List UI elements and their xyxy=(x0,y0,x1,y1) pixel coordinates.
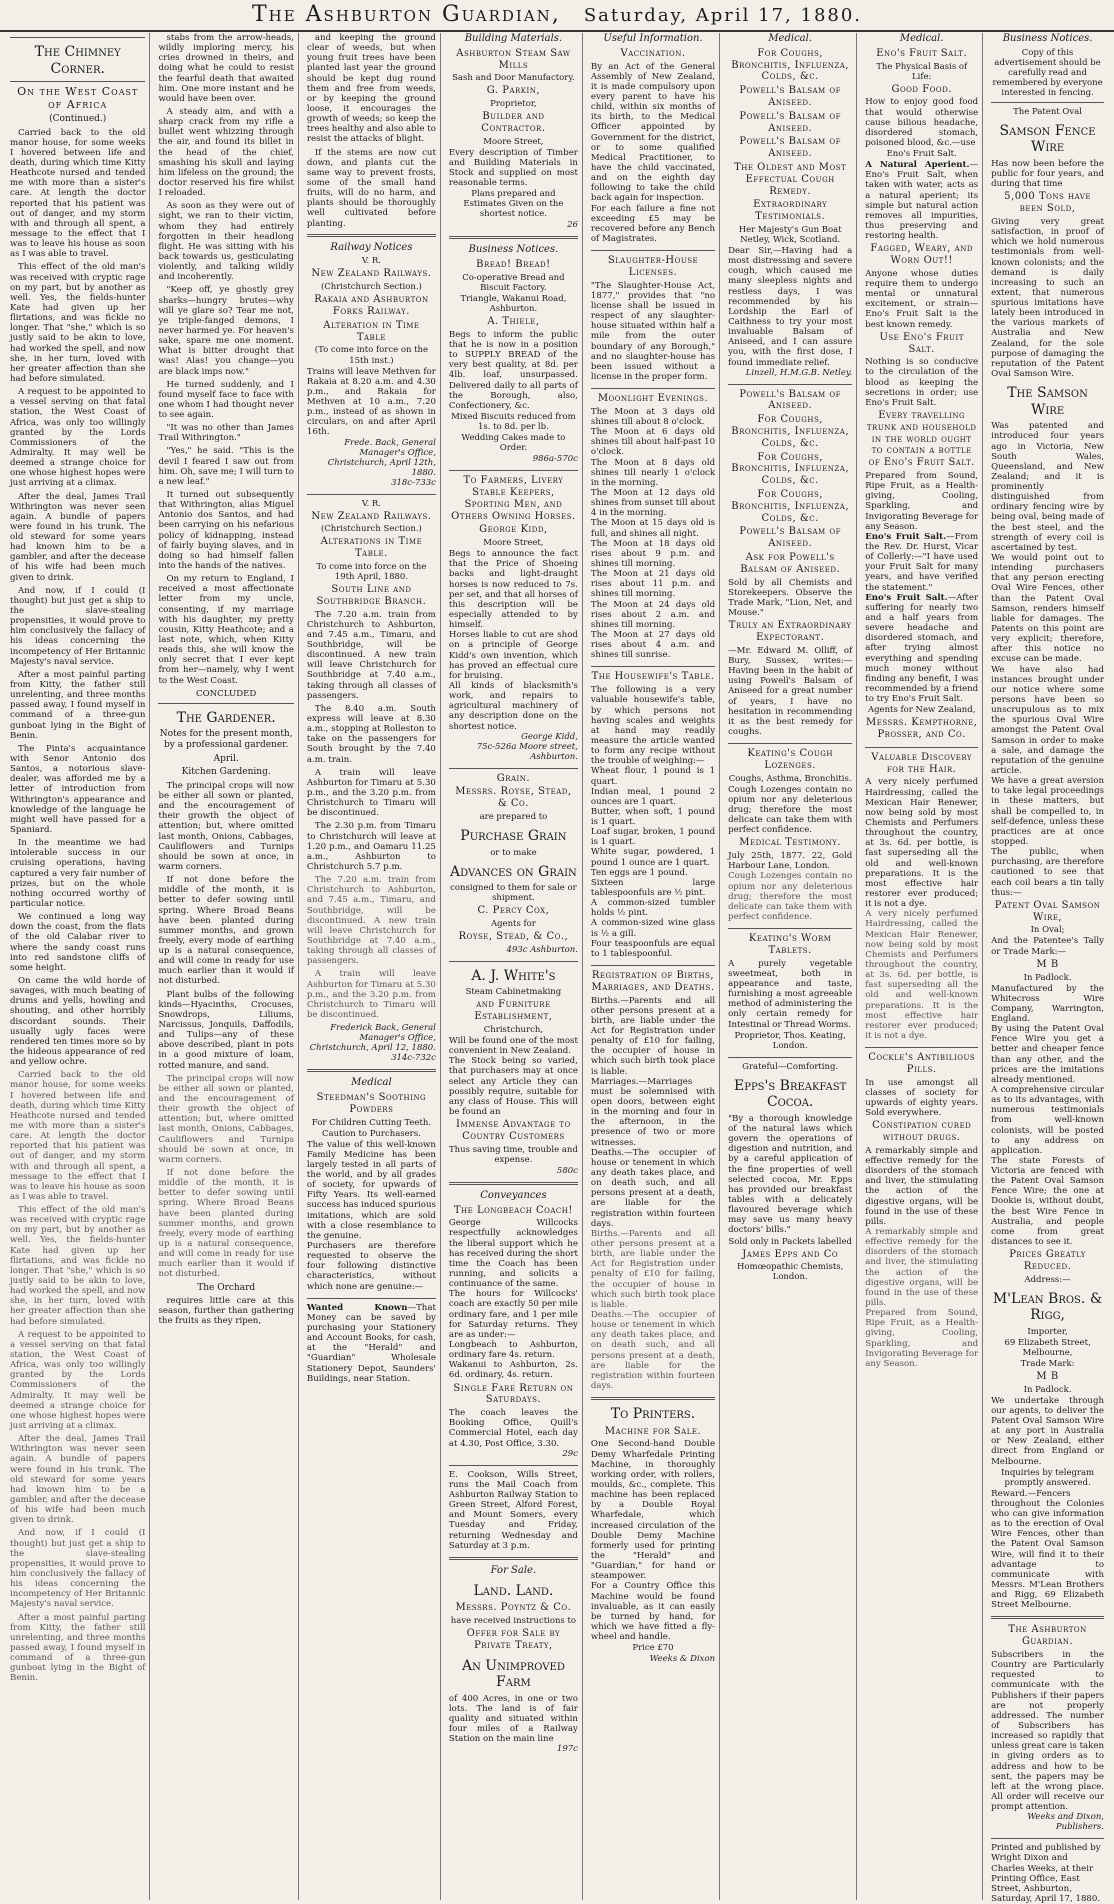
garden-paragraph: The principal crops will now be either all sown or planted, and the encouragement of their growth the object of attention; but, where omitted last month, Onions, Cabbages, Cauliflowers and Turnips should be sown at once, in warm corners. xyxy=(158,780,294,872)
story-paragraph: After the deal, James Trail Withrington was never seen again. A bundle of papers were found in his trunk. The old steward for some years had known him to be a gambler, and after the decease of his wife had been much given to drink. xyxy=(10,1434,146,1526)
column-header: Medical. xyxy=(768,33,813,44)
subsection-title: Kitchen Gardening. xyxy=(181,767,271,778)
garden-paragraph: If not done before the middle of the month, it is better to defer sowing until spring. Where Broad Beans have been planted during summer months, and grown freely, every mode of earthing up is a natural consequence, and will come in ready for use much earlier than it would if not disturbed. xyxy=(158,875,294,987)
column-useful-info xyxy=(587,33,720,1900)
furniture-ad: A. J. White's Steam Cabinetmaking and Furniture Establishment, Christchurch, Will be found one of the most convenient in New Zealand. The Stock being so varied, that purchasers may at once select any Article they can possibly require, suitable for any class of House. This will be found an Immense Advantage to Country Customers Thus saving time, trouble and expense. 580c xyxy=(448,967,578,1176)
column-chimney-corner xyxy=(6,33,150,1900)
story-paragraph: On came the wild horde of savages, with much beating of drums and yells, howling and shouting, and other horribly discordant sounds. Their usually ugly faces were rendered ten times more so by the hideous appearance of red and yellow ochre. xyxy=(10,975,146,1068)
story-paragraph: "Keep off, ye ghostly grey sharks—hungry brutes—why will ye glare so? Tear me not, ye triple-fanged demons, I never harmed ye. For heaven's sake, spare me one moment. What is bitter drought that was! Alas! you change—you are black imps now." xyxy=(158,285,294,377)
epps-cocoa-ad: Grateful—Comforting. Epps's Breakfast Cocoa. "By a thorough knowledge of the natural laws which govern the operations of digestion and nutrition, and by a careful application of the fine properties of well selected cocoa, Mr. Epps has provided our breakfast tables with a delicately flavoured beverage which may save us many heavy doctors' bills." Sold only in Packets labelled James Epps and Co Homœopathic Chemists, London. xyxy=(728,1061,853,1283)
section-header: Railway Notices xyxy=(330,241,413,253)
story-paragraph: Carried back to the old manor house, for some weeks I hovered between life and death, during which time Kitty Heathcote nursed and tended me with more than a sister's care. At length the doctor reported that his patient was out of danger, and my storm with and through all spent, a message to the effect that I was to leave his house as soon as I was able to travel. xyxy=(10,1070,146,1202)
garden-paragraph: If not done before the middle of the month, it is better to defer sowing until spring. Where Broad Beans have been planted during summer months, and grown freely, every mode of earthing up is a natural consequence, and will come in ready for use much earlier than it would if not disturbed. xyxy=(158,1168,294,1280)
section-subtitle: Notes for the present month, by a professional gardener. xyxy=(159,729,293,750)
story-paragraph: In the meantime we had intolerable success in our cruising operations, having captured a very fair number of prizes, but on the whole nothing occurred worthy of particular notice. xyxy=(10,838,146,909)
story-paragraph: A request to be appointed to a vessel serving on that fatal station, the West Coast of Africa, was only too willingly granted by the Lords Commissioners of the Admiralty. It may well be deemed a strange choice for one whose highest hopes were just arriving at a climax. xyxy=(10,1329,146,1432)
keating-lozenges-ad: Keating's Cough Lozenges. Coughs, Asthma, Bronchitis. Cough Lozenges contain no opium nor any deleterious drug; therefore the most delicate can take them with perfect confidence. Medical Testimony. July 25th, 1877. 22, Gold Harbour Lane, London. Cough Lozenges contain no opium nor any deleterious drug; therefore the most delicate can take them with perfect confidence. xyxy=(728,748,853,923)
column-building xyxy=(445,33,583,1900)
bread-ad: Bread! Bread! Co-operative Bread and Biscuit Factory. Triangle, Wakanui Road, Ashburton. A. Thiele, Begs to inform the public that he is now in a position to SUPPLY BREAD of the very best quality, at 8d. per 4lb. loaf, unsurpassed. Delivered daily to all parts of the Borough, also, Confectionery, &c. Mixed Biscuits reduced from 1s. to 8d. per lb. Wedding Cakes made to Order. 986a-570c xyxy=(448,259,578,465)
imprint: Printed and published by Wright Dixon and Charles Weeks, at their Printing Office, East Street, Ashburton, Saturday, April 17, 1880. xyxy=(991,1843,1101,1904)
balsam-ad: For Coughs, Bronchitis, Influenza, Colds, &c. Powell's Balsam of Aniseed. Powell's Balsam of Aniseed. Powell's Balsam of Aniseed. The Oldest and Most Effectual Cough Remedy. Extraordinary Testimonials. Her Majesty's Gun Boat Netley, Wick, Scotland. Dear Sir,—Having had a most distressing and severe cough, which caused me many sleepless nights and restless days, I was recommended by his Lordship the Earl of Caithness to try your most invaluable Balsam of Aniseed, and I can assure you, with the first dose, I found immediate relief. Linzell, H.M.G.B. Netley. xyxy=(728,47,853,378)
section-title: The Chimney Corner. xyxy=(34,44,121,77)
story-paragraph: The Pinta's acquaintance with Senor Antonio dos Santos, a notorious slave-dealer, was afforded me by a letter of introduction from Withrington's appearance and knowledge of the language he might well have passed for a Spaniard. xyxy=(10,743,146,835)
subsection-title: The Orchard xyxy=(197,1282,256,1293)
story-paragraph: On my return to England, I received a most affectionate letter from my uncle, consenting, if my marriage with his daughter, my pretty cousin, Kitty Heathcote; and a last note, which, when Kitty reads this, she will know the only secret that I ever kept from her—namely, why I went to the West Coast. xyxy=(158,574,294,686)
samson-wire-ad: Copy of this advertisement should be carefully read and remembered by everyone interested in fencing. The Patent Oval Samson Fence Wire Has now been before the public for four years, and during that time 5,000 Tons have been Sold, Giving very great satisfaction, in proof of which we hold numerous testimonials from well-known colonists; and the demand is daily increasing to such an extent, that numerous spurious imitations have lately been introduced in the various markets of Australia and New Zealand, for the sole purpose of damaging the reputation of the Patent Oval Samson Wire. The Samson Wire Was patented and introduced four years ago in Victoria, New South Wales, Queensland, and New Zealand; and it is prominently distinguished from ordinary fencing wire by being oval, being made of the best steel, and the strength of every coil is ascertained by test. We would point out to intending purchasers that any person erecting Oval Wire Fences, other than the Patent Oval Samson, renders himself liable for damages. The Patents on this point are very explicit; therefore, after this notice no excuse can be made. We have also had instances brought under our notice where some persons have been so unscrupulous as to mix the spurious Oval Wire amongst the Patent Oval Samson in order to make a sale, and damage the reputation of the genuine article. We have a great aversion to take legal proceedings in these matters, but shall be compelled to, in self-defence, unless these practices are at once stopped. The public, when purchasing, are therefore cautioned to see that each coil bears a tin tally thus:— Patent Oval Samson Wire, In Oval; And the Patentee's Tally or Trade Mark:— M B In Padlock. Manufactured by the Whitecross Wire Company, Warrington, England. By using the Patent Oval Fence Wire you get a better and cheaper fence than any other, and the prices are the imitations already mentioned. A comprehensive circular as to its advantages, with numerous testimonials from well-known colonists, will be posted to any address on application. The state Forests of Victoria are fenced with the Patent Oval Samson Fence Wire; the one at Dookie is, without doubt, the best Wire Fence in Australia, and people come from great distances to see it. Prices Greatly Reduced. Address:— M'Lean Bros. & Rigg, Importer, 69 Elizabeth Street, Melbourne, Trade Mark: M B In Padlock. We undertake through our agents, to deliver the Patent Oval Samson Wire at any port in Australia or New Zealand, either direct from England or Melbourne. Inquiries by telegram promptly answered. Reward.—Fencers throughout the Colonies who can give information as to the erection of Oval Wire Fences, other than the Patent Oval Samson Wire, will find it to their advantage to communicate with Messrs. M'Lean Brothers and Rigg, 69 Elizabeth Street Melbourne. xyxy=(991,47,1104,1611)
continued-label: (Continued.) xyxy=(49,113,107,124)
masthead: The Ashburton Guardian, Saturday, April 17, 1880. xyxy=(0,0,1114,32)
story-title: On the West Coast of Africa xyxy=(17,85,139,111)
story-paragraph: After a most painful parting from Kitty, the father still unrelenting, and three months passed away, I found myself in command of a three-gun gunboat lying in the Bight of Benin. xyxy=(10,669,146,741)
story-paragraph: This effect of the old man's was received with cryptic rage on my part, but by another as well. Yes, the fields-hunter Kate had given up her flirtations, and was fickle no longer. That "she," which is so justly said to be akin to love, had worked the spell, and now she, in her turn, loved with her greater affection than she had before simulated. xyxy=(10,262,146,384)
garden-paragraph: If the stems are now cut down, and plants cut the same way to prevent frosts, some of the small hand fruits, will do no harm, and plants should be thoroughly well cultivated before planting. xyxy=(306,147,436,229)
section-header: For Sale. xyxy=(490,1564,537,1576)
mail-coach-ad: E. Cookson, Wills Street, runs the Mail Coach from Ashburton Railway Station to Green Street, Alford Forest, and Mount Somers, every Tuesday and Friday, returning Wednesday and Saturday at 3 p.m. xyxy=(448,1469,578,1551)
farrier-ad: To Farmers, Livery Stable Keepers, Sporting Men, and Others Owning Horses. George Kidd, Moore Street, Begs to announce the fact that the Price of Shoeing backs and light-draught horses is now reduced to 7s. per set, and that all horses of this description will be especially attended to by himself. Horses liable to cut are shod on a principle of George Kidd's own invention, which has proved an effectual cure for bruising. All kinds of blacksmith's work, and repairs to agricultural machinery of any description done on the shortest notice. George Kidd, 75c-526a Moore street, Ashburton. xyxy=(448,475,578,762)
registration-notice: Registration of Births, Marriages, and Deaths. Births.—Parents and all other persons present at a birth, are liable under the Act for Registration under penalty of £10 for failing, the occupier of house in which such birth took place is liable. Marriages.—Marriages must be solemnised with open doors, between eight in the morning and four in the afternoon, in the presence of two or more witnesses. Deaths.—The occupier of house or tenement in which any death takes place, and on death such, and all persons present at a death, are liable for the registration within fourteen days. Births.—Parents and all other persons present at a birth, are liable under the Act for Registration under penalty of £10 for failing, the occupier of house in which such birth took place is liable. Deaths.—The occupier of house or tenement in which any death takes place, and on death such, and all persons present at a death, are liable for the registration within fourteen days. xyxy=(590,970,716,1391)
coach-ad: The Longbeach Coach! George Willcocks respectfully acknowledges the liberal support which he has received during the short time the Coach has been running, and solicits a continuance of the same. The hours for Willcocks' coach are exactly 50 per mile ordinary fare, and 1 per mile for Saturday returns. They are as under:— Longbeach to Ashburton, ordinary fare 4s. return. Wakanui to Ashburton, 2s. 6d. ordinary, 4s. return. Single Fare Return on Saturdays. The coach leaves the Booking Office, Quill's Commercial Hotel, each day at 4.30, Post Office, 3.30. 29c xyxy=(448,1204,578,1459)
story-paragraph: This effect of the old man's was received with cryptic rage on my part, but by another as well. Yes, the fields-hunter Kate had given up her flirtations, and was fickle no longer. That "she," which is so justly said to be akin to love, had worked the spell, and now she, in her turn, loved with her greater affection than she had before simulated. xyxy=(10,1205,146,1327)
story-paragraph: "It was no other than James Trail Withrington." xyxy=(158,423,294,444)
garden-paragraph: requires little care at this season, further than gathering the fruits as they ripen, xyxy=(158,1296,294,1327)
month-label: April. xyxy=(213,753,239,764)
railway-notice: V. R. New Zealand Railways. (Christchurch Section.) Alterations in Time Table. To come into force on the 19th April, 1880. South Line and Southbridge Branch. The 7.20 a.m. train from Christchurch to Ashburton, and 7.45 a.m., Timaru, and Southbridge, will be discontinued. A new train will leave Christchurch for Southbridge at 7.40 a.m., taking through all classes of passengers. The 8.40 a.m. South express will leave at 8.30 a.m., stopping at Rolleston to take on the passengers for South brought by the 7.40 a.m. train. A train will leave Ashburton for Timaru at 5.30 p.m., and the 3.20 p.m. from Christchurch to Timaru will be discontinued. The 2.30 p.m. from Timaru to Christchurch will leave at 1.20 p.m., and Oamaru 11.25 a.m., Ashburton to Christchurch 5.7 p.m. The 7.20 a.m. train from Christchurch to Ashburton, and 7.45 a.m., Timaru, and Southbridge, will be discontinued. A new train will leave Christchurch for Southbridge at 7.40 a.m., taking through all classes of passengers. A train will leave Ashburton for Timaru at 5.30 p.m., and the 3.20 p.m. from Christchurch to Timaru will be discontinued. Frederick Back, General Manager's Office, Christchurch, April 12, 1880. 314c-732c xyxy=(306,498,436,1064)
grain-ad: Grain. Messrs. Royse, Stead, & Co. are prepared to Purchase Grain or to make Advances on Grain consigned to them for sale or shipment. C. Percy Cox, Agents for Royse, Stead, & Co., 493c Ashburton. xyxy=(450,772,578,955)
column-story-continued xyxy=(154,33,298,1900)
wanted-ad: Wanted Known—That Money can be saved by purchasing your Stationery and Account Books, for cash, at the "Herald" and "Guardian" Wholesale Stationery Depot, Saunders' Buildings, near Station. xyxy=(306,1302,436,1384)
story-paragraph: And now, if I could (I thought) but just get a ship to the slave-stealing propensities, it would prove to him conclusively the fallacy of his ideas concerning the incompetency of Her Britannic Majesty's naval service. xyxy=(10,1528,146,1610)
column-business-notices xyxy=(987,33,1108,1904)
eno-ad: Eno's Fruit Salt. The Physical Basis of Life: Good Food. How to enjoy good food that would otherwise cause bilious headache, disordered stomach, poisoned blood, &c.—use Eno's Fruit Salt. A Natural Aperient.—Eno's Fruit Salt, when taken with water, acts as a natural aperient; its simple but natural action removes all impurities, thus preserving and restoring health. Fagged, Weary, and Worn Out!! Anyone whose duties require them to undergo mental or unnatural excitement, or strain—Eno's Fruit Salt is the best known remedy. Use Eno's Fruit Salt. Nothing is so conducive to the circulation of the blood as keeping the secretions in order; use Eno's Fruit Salt. Every travelling trunk and household in the world ought to contain a bottle of Eno's Fruit Salt. Prepared from Sound, Ripe Fruit, as a Health-giving, Cooling, Sparkling, and Invigorating Beverage for any Season. Eno's Fruit Salt.—From the Rev. Dr. Hurst, Vicar of Collerly:—"I have used your Fruit Salt for many years, and have verified the statement." Eno's Fruit Salt.—After suffering for nearly two and a half years from severe headache and disordered stomach, and after trying almost everything and spending much money without finding any benefit, I was recommended by a friend to try Eno's Fruit Salt. Agents for New Zealand, Messrs. Kempthorne, Prosser, and Co. xyxy=(865,47,979,741)
story-paragraph: We continued a long way down the coast, from the flats of the old Calabar river to where the sandy coast runs into red sandstone cliffs of some height. xyxy=(10,912,146,973)
story-paragraph: "Yes," he said. "This is the devil I feared I saw out from him. Oh, save me; I will turn to a new leaf." xyxy=(158,446,294,487)
story-paragraph: After the deal, James Trail Withrington was never seen again. A bundle of papers were found in his trunk. The old steward for some years had known him to be a gambler, and after the decease of his wife had been much given to drink. xyxy=(10,491,146,583)
land-ad: Land. Land. Messrs. Poyntz & Co. have received instructions to Offer for Sale by Private Treaty, An Unimproved Farm of 400 Acres, in one or two lots. The land is of fair quality and situated within four miles of a Railway Station on the main line 197c xyxy=(448,1582,578,1755)
story-paragraph: And now, if I could (I thought) but just get a ship to the slave-stealing propensities, it would prove to him conclusively the fallacy of his ideas concerning the incompetency of Her Britannic Majesty's naval service. xyxy=(10,585,146,667)
column-medical-1 xyxy=(724,33,857,1900)
column-medical-2 xyxy=(861,33,983,1900)
steedman-ad: Steedman's Soothing Powders For Children Cutting Teeth. Caution to Purchasers. The value of this well-known Family Medicine has been largely tested in all parts of the world, and by all grades of society, for upwards of Fifty Years. Its well-earned success has induced spurious imitations, which are sold with a close resemblance to the genuine. Purchasers are therefore requested to observe the four following distinctive characteristics, without which none are genuine:— xyxy=(306,1091,436,1292)
hair-renewer-ad: Valuable Discovery for the Hair. A very nicely perfumed Hairdressing, called the Mexican Hair Renewer, now being sold by most Chemists and Perfumers throughout the country, at 3s. 6d. per bottle, is fast superseding all the old and well-known preparations. It is the most effective hair restorer ever produced; it is not a dye. A very nicely perfumed Hairdressing, called the Mexican Hair Renewer, now being sold by most Chemists and Perfumers throughout the country, at 3s. 6d. per bottle, is fast superseding all the old and well-known preparations. It is the most effective hair restorer ever produced; it is not a dye. xyxy=(865,751,979,1041)
column-railway xyxy=(303,33,441,1900)
housewife-table: The Housewife's Table. The following is a very valuable housewife's table, by which persons not having scales and weights at hand may readily measure the article wanted to form any recipe without the trouble of weighing:— Wheat flour, 1 pound is 1 quart. Indian meal, 1 pound 2 ounces are 1 quart. Butter, when soft, 1 pound is 1 quart. Loaf sugar, broken, 1 pound is 1 quart. White sugar, powdered, 1 pound 1 ounce are 1 quart. Ten eggs are 1 pound. Sixteen large tablespoonfuls are ½ pint. A common-sized tumbler holds ½ pint. A common-sized wine glass is ½ a gill. Four teaspoonfuls are equal to 1 tablespoonful. xyxy=(590,671,716,959)
page-columns xyxy=(6,33,1108,1904)
cockle-pills-ad: Cockle's Antibilious Pills. In use amongst all classes of society for upwards of eighty years. Sold everywhere. Constipation cured without drugs. A remarkably simple and effective remedy for the disorders of the stomach and liver, the stimulating the action of the digestive organs, will be found in the use of these pills. A remarkably simple and effective remedy for the disorders of the stomach and liver, the stimulating the action of the digestive organs, will be found in the use of these pills. Prepared from Sound, Ripe Fruit, as a Health-giving, Cooling, Sparkling, and Invigorating Beverage for any Season. xyxy=(865,1052,979,1369)
subscribers-notice: The Ashburton Guardian. Subscribers in the Country are Particularly requested to communicate with the Publishers if their papers are not properly addressed. The number of Subscribers has increased so rapidly that unless great care is taken in giving orders as to address and how to be sent, the papers may be left at the wrong place. All order will receive our prompt attention. Weeks and Dixon, Publishers. xyxy=(991,1624,1104,1833)
story-paragraph: A request to be appointed to a vessel serving on that fatal station, the West Coast of Africa, was only too willingly granted by the Lords Commissioners of the Admiralty. It may well be deemed a strange choice for one whose highest hopes were just arriving at a climax. xyxy=(10,387,146,489)
story-paragraph: stabs from the arrow-heads, wildly imploring mercy, his cries drowned in theirs, and doing what he could to resist the fearful death that awaited him. One more instant and he would have been over. xyxy=(158,33,294,104)
story-paragraph: He turned suddenly, and I found myself face to face with one whom I had thought never to see again. xyxy=(158,379,294,421)
section-header: Conveyances xyxy=(480,1189,547,1201)
slaughter-notice: Slaughter-House Licenses. "The Slaughter-House Act, 1877," provides that "no license shall be issued in respect of any slaughter-house situated within half a mile from the outer boundary of any Borough," and no slaughter-house has been issued without a license in the proper form. xyxy=(590,255,716,382)
vaccination-notice: Vaccination. By an Act of the General Assembly of New Zealand, it is made compulsory upon every parent to have his child, within six months of its birth, to the Medical Officer appointed by Government for the district, or to some qualified Medical Practitioner, to have the child vaccinated, and on the eighth day following to take the child back again for inspection. For each failure a fine not exceeding £5 may be recovered before any Bench of Magistrates. xyxy=(590,47,716,244)
issue-date: Saturday, April 17, 1880. xyxy=(583,5,863,26)
section-title: The Gardener. xyxy=(176,709,276,726)
garden-paragraph: The principal crops will now be either all sown or planted, and the encouragement of their growth the object of attention; but, where omitted last month, Onions, Cabbages, Cauliflowers and Turnips should be sown at once, in warm corners. xyxy=(158,1073,294,1165)
story-paragraph: As soon as they were out of sight, we ran to their victim, whom they had entirely forgotten in their headlong flight. He was sitting with his back towards us, gesticulating violently, and talking wildly and incoherently. xyxy=(158,201,294,283)
balsam-ad: Powell's Balsam of Aniseed. For Coughs, Bronchitis, Influenza, Colds, &c. For Coughs, Bronchitis, Influenza, Colds, &c. For Coughs, Bronchitis, Influenza, Colds, &c. Powell's Balsam of Aniseed. Ask for Powell's Balsam of Aniseed. Sold by all Chemists and Storekeepers. Observe the Trade Mark, "Lion, Net, and Mouse." Truly an Extraordinary Expectorant. —Mr. Edward M. Olliff, of Bury, Sussex, writes:—Having been in the habit of using Powell's Balsam of Aniseed for a great number of years, I have no hesitation in recommending it as the best remedy for coughs. xyxy=(728,388,853,737)
story-paragraph: It turned out subsequently that Withrington, alias Miguel Antonio dos Santos, and had been carrying on his nefarious policy of kidnapping, instead of fairly buying slaves, and in doing so had himself fallen into the hands of the natives. xyxy=(158,490,294,572)
sawmill-ad: Ashburton Steam Saw Mills Sash and Door Manufactory. G. Parkin, Proprietor, Builder and Contractor. Moore Street, Every description of Timber and Building Materials in Stock and supplied on most reasonable terms. Plans prepared and Estimates Given on the shortest notice. 26 xyxy=(448,47,578,231)
railway-notice: V. R. New Zealand Railways. (Christchurch Section.) Rakaia and Ashburton Forks Railway. Alteration in Time Table (To come into force on the 15th inst.) Trains will leave Methven for Rakaia at 8.20 a.m. and 4.30 p.m., and Rakaia for Methven at 10 a.m., 7.20 p.m., instead of as shown in circulars, on and after April 16th. Frede. Back, General Manager's Office, Christchurch, April 12th, 1880. 318c-733c xyxy=(306,256,436,488)
moonlight-table: Moonlight Evenings. The Moon at 3 days old shines till about 8 o'clock. The Moon at 6 days old shines till about half-past 10 o'clock. The Moon at 8 days old shines till nearly 1 o'clock in the morning. The Moon at 12 days old shines from sunset till about 4 in the morning. The Moon at 15 days old is full, and shines all night. The Moon at 18 days old rises about 9 p.m. and shines till morning. The Moon at 21 days old rises about 11 p.m. and shines till morning. The Moon at 24 days old rises about 2 a.m. and shines till morning. The Moon at 27 days old rises about 4 a.m. and shines till sunrise. xyxy=(590,393,716,661)
machine-sale-ad: To Printers. Machine for Sale. One Second-hand Double Demy Wharfedale Printing Machine, in thoroughly working order, with rollers, moulds, &c., complete. This machine has been replaced by a Double Royal Wharfedale, which increased circulation of the Double Demy Machine formerly used for printing the "Herald" and "Guardian," for hand or steampower. For a Country Office this Machine would be found invaluable, as it can easily be turned by hand, for which we have fitted a fly-wheel and handle. Price £70 Weeks & Dixon xyxy=(590,1406,716,1665)
story-paragraph: After a most painful parting from Kitty, the father still unrelenting, and three months passed away, I found myself in command of a three-gun gunboat lying in the Bight of Benin. xyxy=(10,1612,146,1684)
column-header: Useful Information. xyxy=(603,33,703,44)
column-header: Medical. xyxy=(899,33,944,44)
column-header: Business Notices. xyxy=(1002,33,1093,44)
story-paragraph: Carried back to the old manor house, for some weeks I hovered between life and death, during which time Kitty Heathcote nursed and tended me with more than a sister's care. At length the doctor reported that his patient was out of danger, and my storm with and through all spent, a message to the effect that I was to leave his house as soon as I was able to travel. xyxy=(10,127,146,260)
section-header: Medical xyxy=(351,1077,392,1089)
story-paragraph: A steady aim, and with a sharp crack from my rifle a bullet went whizzing through the air, and found its billet in the head of the chief, smashing his skull and laying him lifeless on the ground; the doctor reserved his fire whilst I reloaded. xyxy=(158,106,294,199)
garden-paragraph: Plant bulbs of the following kinds—Hyacinths, Crocuses, Snowdrops, Liliums, Narcissus, Jonquils, Daffodils, and Tulips—any of these above described, plant in pots in a good mixture of loam, rotted manure, and sand. xyxy=(158,989,294,1071)
column-header: Building Materials. xyxy=(464,33,563,44)
concluded-label: CONCLUDED xyxy=(196,688,257,699)
keating-worm-ad: Keating's Worm Tablets. A purely vegetable sweetmeat, both in appearance and taste, furnishing a most agreeable method of administering the only certain remedy for Intestinal or Thread Worms. Proprietor, Thos. Keating, London. xyxy=(728,933,853,1051)
section-header: Business Notices. xyxy=(468,244,559,256)
garden-paragraph: and keeping the ground clear of weeds, but when young fruit trees have been planted last year the ground should be kept dug round them and free from weeds, or by keeping the ground loose, it encourages the growth of weeds; so keep the trees healthy and also able to resist the attacks of blight. xyxy=(306,33,436,145)
newspaper-title: The Ashburton Guardian xyxy=(251,2,552,27)
